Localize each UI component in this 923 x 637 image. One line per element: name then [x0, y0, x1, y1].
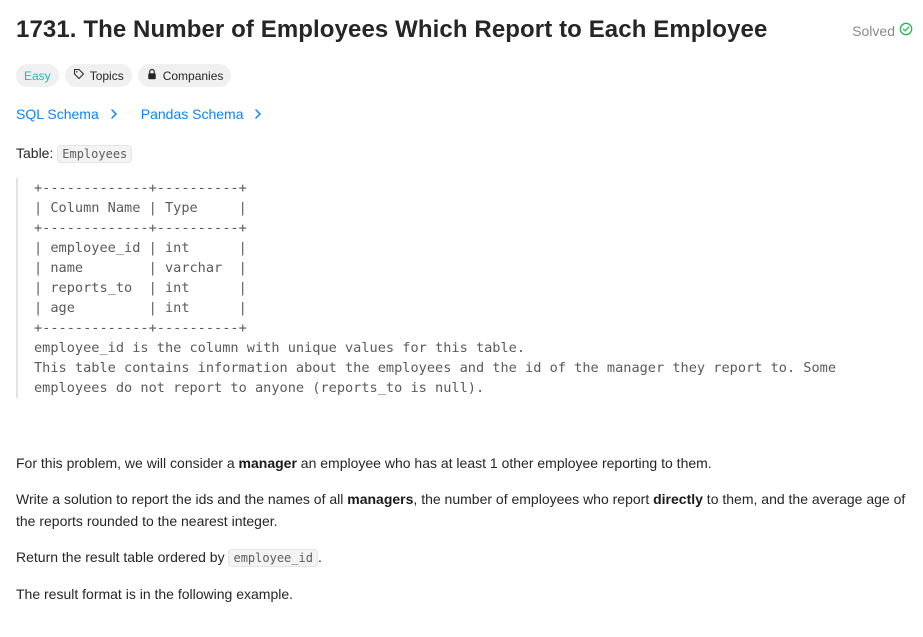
bold-term: directly	[653, 491, 703, 507]
text-span: .	[317, 549, 322, 565]
paragraph-ordering	[16, 546, 916, 569]
check-circle-icon	[899, 22, 913, 39]
text-span: The result format is in the following example.	[16, 586, 294, 602]
topics-label: Topics	[89, 68, 124, 83]
companies-label: Companies	[162, 68, 224, 83]
difficulty-label: Easy	[24, 68, 51, 83]
pandas-schema-label: Pandas Schema	[140, 106, 244, 122]
schema-code-block	[16, 178, 896, 398]
table-name-line	[16, 145, 132, 161]
table-label: Table:	[16, 145, 54, 161]
text-span: , the number of employees who report	[413, 491, 654, 507]
problem-title: 1731. The Number of Employees Which Report to Each Employee	[16, 16, 768, 43]
text-span: Return the result table ordered by	[16, 549, 229, 565]
text-span: to them, and the average age of the reports rounded to the nearest integer.	[16, 491, 906, 529]
topics-button[interactable]	[65, 64, 132, 87]
sql-schema-link[interactable]	[16, 106, 119, 122]
solved-status	[852, 22, 913, 39]
chevron-right-icon	[109, 106, 119, 122]
text-span: an employee who has at least 1 other employee reporting to them.	[296, 455, 712, 471]
chevron-right-icon	[253, 106, 263, 122]
companies-button[interactable]	[138, 64, 232, 87]
inline-code: employee_id	[228, 549, 317, 567]
tag-icon	[73, 68, 85, 83]
bold-term: managers	[347, 491, 414, 507]
tag-row	[16, 64, 231, 87]
table-name-code: Employees	[57, 145, 132, 163]
solved-label: Solved	[852, 22, 895, 39]
pandas-schema-link[interactable]	[141, 106, 264, 122]
schema-links	[16, 106, 263, 122]
paragraph-task	[16, 488, 916, 532]
sql-schema-label: SQL Schema	[16, 106, 99, 122]
text-span: For this problem, we will consider a	[16, 455, 239, 471]
paragraph-manager-definition	[16, 452, 916, 474]
schema-code-text: +-------------+----------+ | Column Name | Type | +-------------+----------+ | employee_id | int | | name | varchar | | reports_to | int | | age | int | +-------------+----------+ employee_id is the column with unique values for this table. This table contains information about the employees and the id of the manager they report to. Some employees do not report to anyone (reports_to is null).	[34, 180, 837, 396]
lock-icon	[146, 68, 158, 83]
paragraph-format	[16, 583, 916, 605]
text-span: Write a solution to report the ids and the names of all	[16, 491, 348, 507]
difficulty-badge	[16, 64, 59, 87]
bold-term: manager	[238, 455, 297, 471]
